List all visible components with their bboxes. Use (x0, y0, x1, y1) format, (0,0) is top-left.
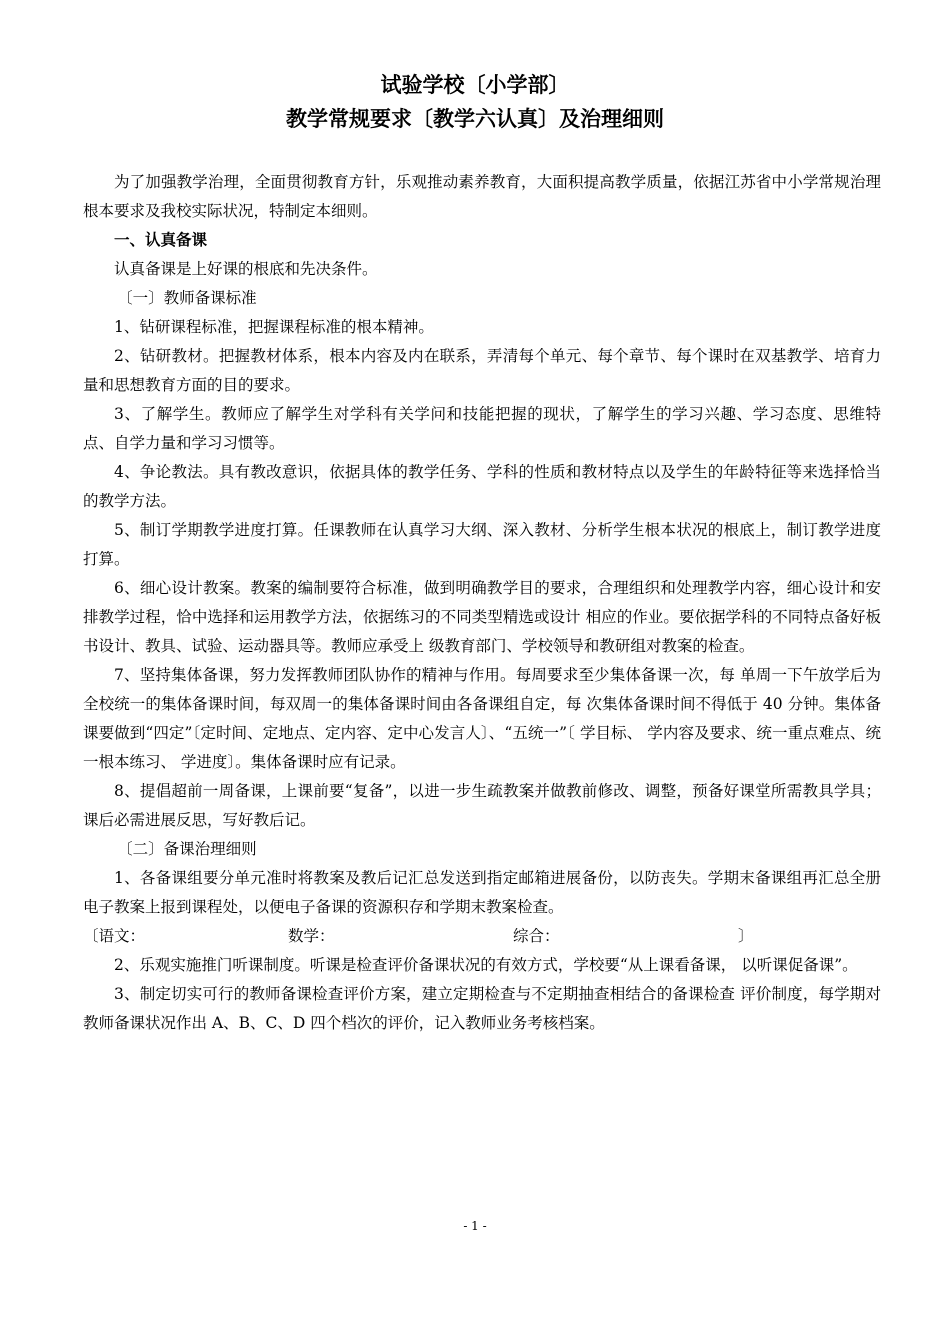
list-item: 5、制订学期教学进度打算。任课教师在认真学习大纲、深入教材、分析学生根本状况的根底上，制订教学进度打算。 (83, 521, 881, 568)
email-field-close: 〕 (738, 927, 754, 945)
section1-intro: 认真备课是上好课的根底和先决条件。 (114, 260, 378, 278)
list-item: 2、钻研教材。把握教材体系，根本内容及内在联系，弄清每个单元、每个章节、每个课时在双基教学、培育力量和思想教育方面的目的要求。 (83, 347, 881, 394)
email-field-general: 综合： (513, 927, 560, 945)
document-title-line1: 试验学校〔小学部〕 (380, 73, 570, 97)
email-fields-row (83, 922, 881, 951)
list-item: 3、制定切实可行的教师备课检查评价方案，建立定期检查与不定期抽查相结合的备课检查 评价制度，每学期对教师备课状况作出 A、B、C、D 四个档次的评价，记入教师业务考核档案。 (83, 985, 881, 1032)
document-body (83, 168, 881, 1038)
list-item: 7、坚持集体备课，努力发挥教师团队协作的精神与作用。每周要求至少集体备课一次，每 单周一下午放学后为全校统一的集体备课时间，每双周一的集体备课时间由各备课组自定，每 次集体备课时间不得低于 40 分钟。集体备课要做到“四定”〔定时间、定地点、定内容、定中心发言人〕、“五统一”〔 学目标、 学内容及要求、统一重点难点、统一根本练习、 学进度〕。集体备课时应有记录。 (83, 666, 881, 771)
list-item: 8、提倡超前一周备课，上课前要“复备”，以进一步生疏教案并做教前修改、调整，预备好课堂所需教具学具；课后必需进展反思，写好教后记。 (83, 782, 881, 829)
list-item: 1、各备课组要分单元准时将教案及教后记汇总发送到指定邮箱进展备份，以防丧失。学期末备课组再汇总全册电子教案上报到课程处，以便电子备课的资源积存和学期末教案检查。 (83, 869, 881, 916)
page-number: - 1 - (463, 1219, 487, 1233)
sub2-heading: 〔二〕备课治理细则 (117, 840, 257, 858)
list-item: 1、钻研课程标准，把握课程标准的根本精神。 (114, 318, 434, 336)
list-item: 6、细心设计教案。教案的编制要符合标准，做到明确教学目的要求，合理组织和处理教学内容，细心设计和安排教学过程，恰中选择和运用教学方法，依据练习的不同类型精选或设计 相应的作业。要依据学科的不同特点备好板书设计、教具、试验、运动器具等。教师应承受上 级教育部门、学校领导和教研组对教案的检查。 (83, 579, 881, 655)
list-item: 3、了解学生。教师应了解学生对学科有关学问和技能把握的现状，了解学生的学习兴趣、学习态度、思维特点、自学力量和学习习惯等。 (83, 405, 881, 452)
email-field-chinese: 〔语文： (83, 927, 146, 945)
document-title-line2: 教学常规要求〔教学六认真〕及治理细则 (286, 107, 664, 131)
list-item: 4、争论教法。具有教改意识，依据具体的教学任务、学科的性质和教材特点以及学生的年龄特征等来选择恰当的教学方法。 (83, 463, 881, 510)
intro-paragraph: 为了加强教学治理，全面贯彻教育方针，乐观推动素养教育，大面积提高教学质量，依据江苏省中小学常规治理根本要求及我校实际状况，特制定本细则。 (83, 173, 881, 220)
section1-heading: 一、认真备课 (114, 231, 208, 249)
sub1-heading: 〔一〕教师备课标准 (117, 289, 257, 307)
list-item: 2、乐观实施推门听课制度。听课是检查评价备课状况的有效方式，学校要“从上课看备课， 以听课促备课”。 (114, 956, 858, 974)
email-field-math: 数学： (288, 927, 335, 945)
